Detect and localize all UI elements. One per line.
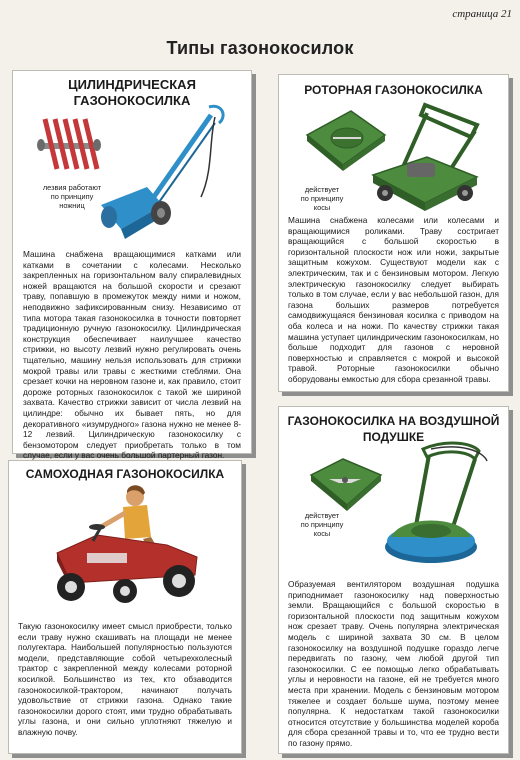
- card-title-line1: ГАЗОНОКОСИЛКА НА ВОЗДУШНОЙ: [287, 414, 500, 428]
- rotary-mower-illustration: [367, 101, 497, 219]
- caption-line: по принципу: [300, 194, 344, 203]
- caption-line: по принципу: [300, 520, 344, 529]
- card-description: Машина снабжена вращающимися катками или катками в сочетании с колесами. Несколько закрепленных на горизонтальном валу спиралевидных ножей вращаются на большой скорости и срезают траву, попавшую в промежуток между ними и ножом, неподвижно зафиксированным снизу. Независимо от типа мотора такая газонокосилка в точности повторяет традиционную ручную газонокосилку. Цилиндрическая конструкция обеспечивает наилучшее качество стрижки, но высоту лезвий нужно регулировать очень тщательно, машину нельзя использовать для стрижки мокрой травы или травы с жесткими стеблями. Она срезает кочки на неровном газоне и, как правило, стоит дороже роторных газонокосилок с такой же шириной захвата. Качество стрижки зависит от числа лезвий на цилиндре: обычно их бывает пять, но для декоративного «изумрудного» газона нужно не менее 8-12 лезвий. Цилиндрическую газонокосилку с бензомотором следует приобретать только в том случае, если у вас очень большой партерный газон.: [23, 249, 241, 461]
- caption-line: косы: [313, 203, 331, 212]
- card-description: Такую газонокосилку имеет смысл приобрести, только если траву нужно скашивать на площади не менее полугектара. Наибольшей популярностью пользуются модели, представляющие собой четырехколесный трактор с закрепленной между колесами роторной косилкой. Большинство из тех, кто обзаводится газонокосилкой-трактором, начинают получать удовольствие от стрижки газона. Однако такие газонокосилки дорого стоят, ими трудно обрабатывать углы газона, и они сильно уплотняют тяжелую и влажную почву.: [18, 621, 232, 737]
- card-cylinder-mower: [12, 70, 252, 461]
- tractor-mower-illustration: [47, 483, 207, 607]
- caption-line: ножниц: [59, 201, 85, 210]
- card-title-line2: ПОДУШКЕ: [362, 430, 425, 444]
- caption-line: по принципу: [50, 192, 94, 201]
- card-description: Образуемая вентилятором воздушная подушка приподнимает газонокосилку над поверхностью земли. Вращающийся с большой скоростью в горизонтальной плоскости под защитным кожухом нож срезает траву. Очень популярна электрическая модель с шириной захвата 30 см. В целом газонокосилку на воздушной подушке гораздо легче передвигать по газону, чем любой другой тип газонокосилки. С ее помощью легко обрабатывать углы и неровности на газоне, ей не требуется много места при хранении. Модель с бензиновым мотором тяжелее и создает больше шума, поэтому менее популярна. К недостаткам такой газонокосилки относится отсутствие у большинства моделей короба для сбора срезанной травы и то, что ее трудно вести по газону прямо.: [288, 579, 499, 748]
- hover-mower-illustration: [371, 439, 501, 571]
- card-description: Машина снабжена колесами или колесами и вращающимися роликами. Траву состригает вращающийся с большой скоростью в горизонтальной плоскости нож или ножи, закрытые защитным кожухом. Существуют модели как с электрическим, так и с бензиновым мотором. Легкую электрическую газонокосилку следует выбирать только в том случае, если у вас небольшой газон, для газона больших размеров потребуется самодвижущаяся бензиновая косилка с приводом на оба колеса и на ножи. По качеству стрижки такая машина уступает цилиндрическим газонокосилкам, но больше подходит для газонов с неровной поверхностью и справляется с мокрой и высокой травой. Роторные газонокосилки обычно оборудованы емкостью для сбора срезанной травы.: [288, 215, 499, 384]
- page-number: страница 21: [452, 8, 512, 20]
- card-hover-mower: [278, 406, 509, 754]
- card-title-line2: ГАЗОНОКОСИЛКА: [73, 93, 191, 108]
- cylinder-mower-illustration: [91, 101, 241, 241]
- card-title-line1: ЦИЛИНДРИЧЕСКАЯ: [68, 77, 196, 92]
- caption-line: действует: [304, 185, 340, 194]
- page-title: Типы газонокосилок: [166, 38, 354, 58]
- hover-caption: [287, 511, 357, 538]
- caption-line: действует: [304, 511, 340, 520]
- card-title: РОТОРНАЯ ГАЗОНОКОСИЛКА: [304, 83, 483, 97]
- spiral-blades: [45, 119, 97, 169]
- card-rotary-mower: [278, 74, 509, 392]
- caption-line: лезвия работают: [42, 183, 102, 192]
- card-self-propelled-mower: [8, 460, 242, 754]
- card-title: САМОХОДНАЯ ГАЗОНОКОСИЛКА: [25, 467, 225, 481]
- caption-line: косы: [313, 529, 331, 538]
- rotary-caption: [287, 185, 357, 212]
